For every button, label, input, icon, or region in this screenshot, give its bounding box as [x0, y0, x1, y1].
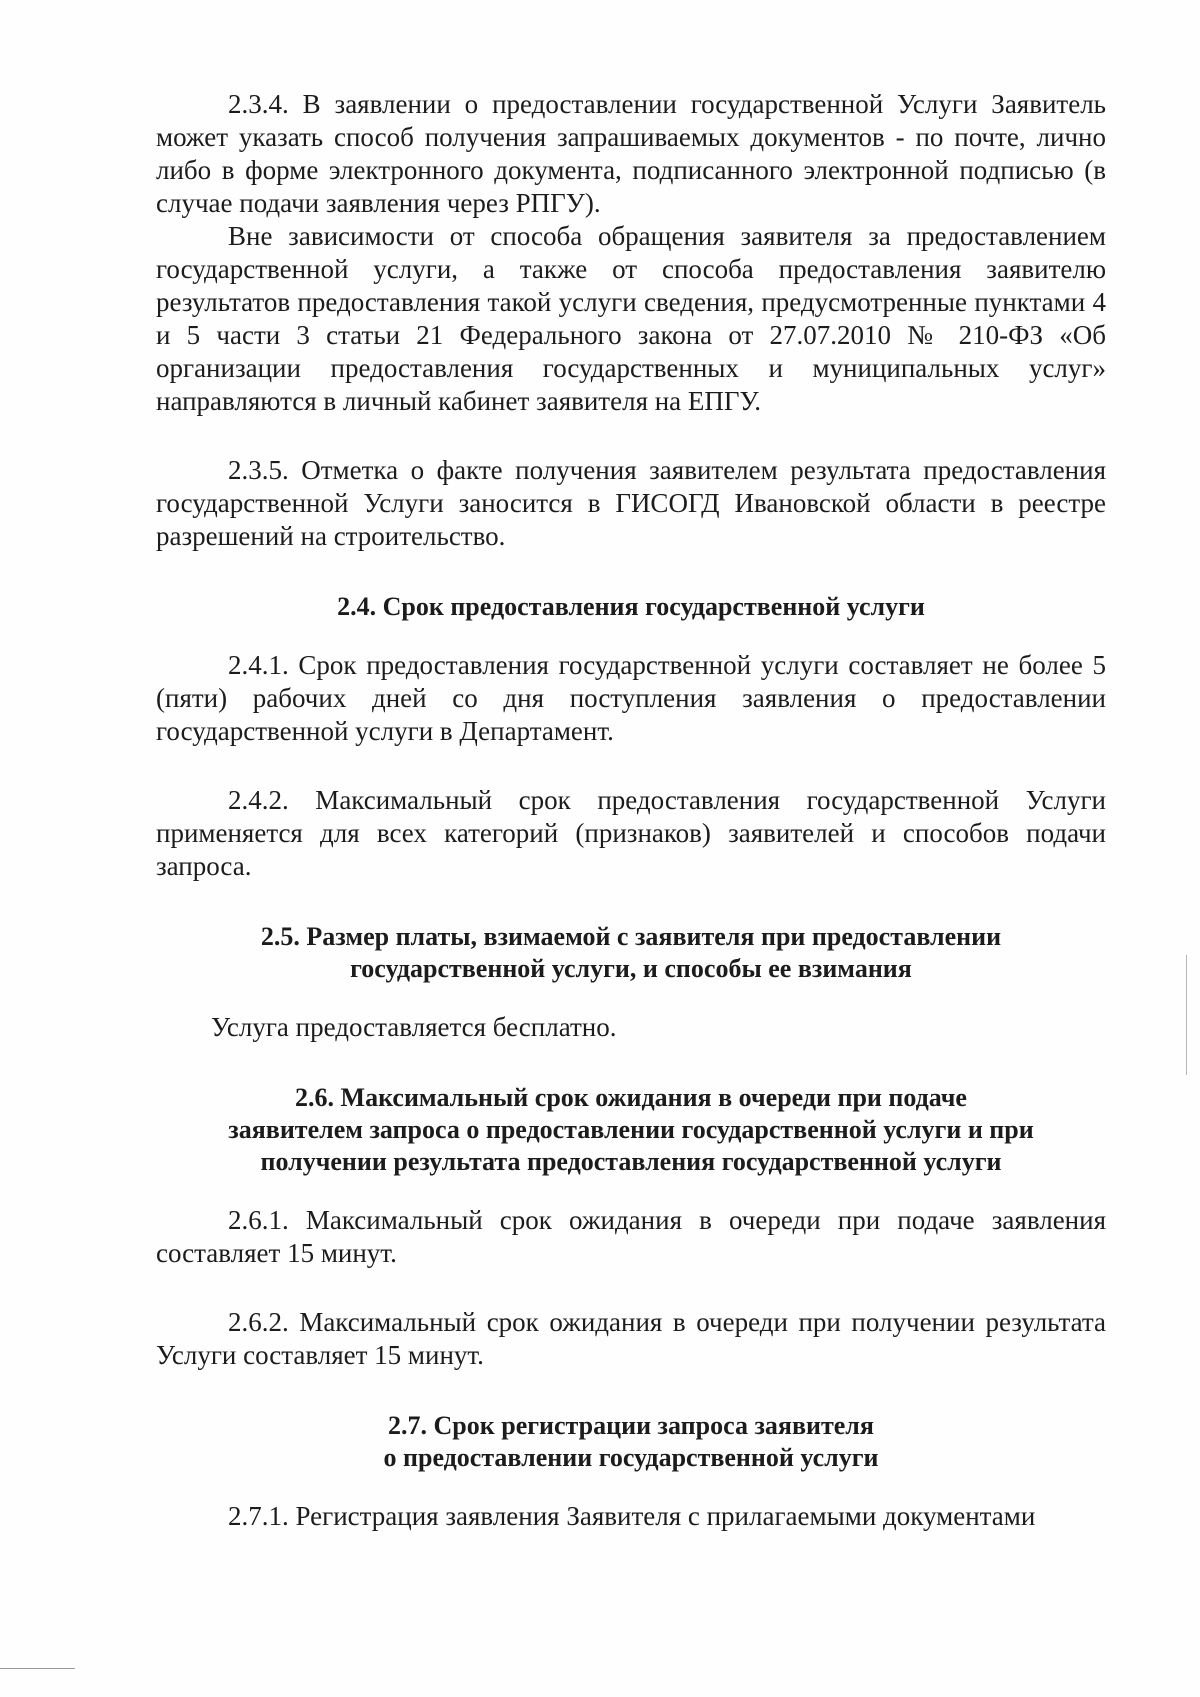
heading-2-5 — [156, 921, 1106, 985]
heading-2-7-line-1: 2.7. Срок регистрации запроса заявителя — [388, 1411, 874, 1440]
document-body — [156, 88, 1106, 1533]
heading-2-6-line-3: получении результата предоставления государственной услуги — [260, 1147, 1002, 1176]
scan-artifact-line — [1186, 955, 1187, 1075]
paragraph-2-4-1: 2.4.1. Срок предоставления государственной услуги составляет не более 5 (пяти) рабочих дней со дня поступления заявления о предоставлении государственной услуги в Департамент. — [156, 650, 1106, 746]
scan-artifact-line-bottom — [0, 1668, 75, 1669]
paragraph-2-5: Услуга предоставляется бесплатно. — [211, 1012, 617, 1042]
paragraph-2-6-1: 2.6.1. Максимальный срок ожидания в очереди при подаче заявления составляет 15 минут. — [156, 1205, 1106, 1268]
paragraph-2-7-1: 2.7.1. Регистрация заявления Заявителя с прилагаемыми документами — [228, 1501, 1036, 1531]
paragraph-2-6-2: 2.6.2. Максимальный срок ожидания в очереди при получении результата Услуги составляет 15 минут. — [156, 1307, 1106, 1370]
heading-2-6 — [156, 1082, 1106, 1178]
heading-2-7-line-2: о предоставлении государственной услуги — [383, 1443, 879, 1472]
heading-2-5-line-2: государственной услуги, и способы ее взимания — [350, 954, 912, 983]
paragraph-2-3-5: 2.3.5. Отметка о факте получения заявителем результата предоставления государственной Услуги заносится в ГИСОГД Ивановской области в реестре разрешений на строительство. — [156, 455, 1106, 551]
paragraph-2-4-2: 2.4.2. Максимальный срок предоставления государственной Услуги применяется для всех категорий (признаков) заявителей и способов подачи запроса. — [156, 785, 1106, 881]
heading-2-6-line-1: 2.6. Максимальный срок ожидания в очереди при подаче — [295, 1083, 967, 1112]
heading-2-6-line-2: заявителем запроса о предоставлении государственной услуги и при — [228, 1115, 1034, 1144]
heading-2-7 — [156, 1410, 1106, 1474]
heading-2-5-line-1: 2.5. Размер платы, взимаемой с заявителя при предоставлении — [260, 922, 1002, 951]
paragraph-2-3-4: 2.3.4. В заявлении о предоставлении государственной Услуги Заявитель может указать способ получения запрашиваемых документов - по почте, лично либо в форме электронного документа, подписанного электронной подписью (в случае подачи заявления через РПГУ). — [156, 89, 1106, 218]
paragraph-2-3-4-continued: Вне зависимости от способа обращения заявителя за предоставлением государственной услуги, а также от способа предоставления заявителю результатов предоставления такой услуги сведения, предусмотренные пунктами 4 и 5 части 3 статьи 21 Федерального закона от 27.07.2010 № 210-ФЗ «Об организации предоставления государственных и муниципальных услуг» направляются в личный кабинет заявителя на ЕПГУ. — [156, 221, 1106, 416]
heading-2-4: 2.4. Срок предоставления государственной услуги — [337, 592, 925, 621]
